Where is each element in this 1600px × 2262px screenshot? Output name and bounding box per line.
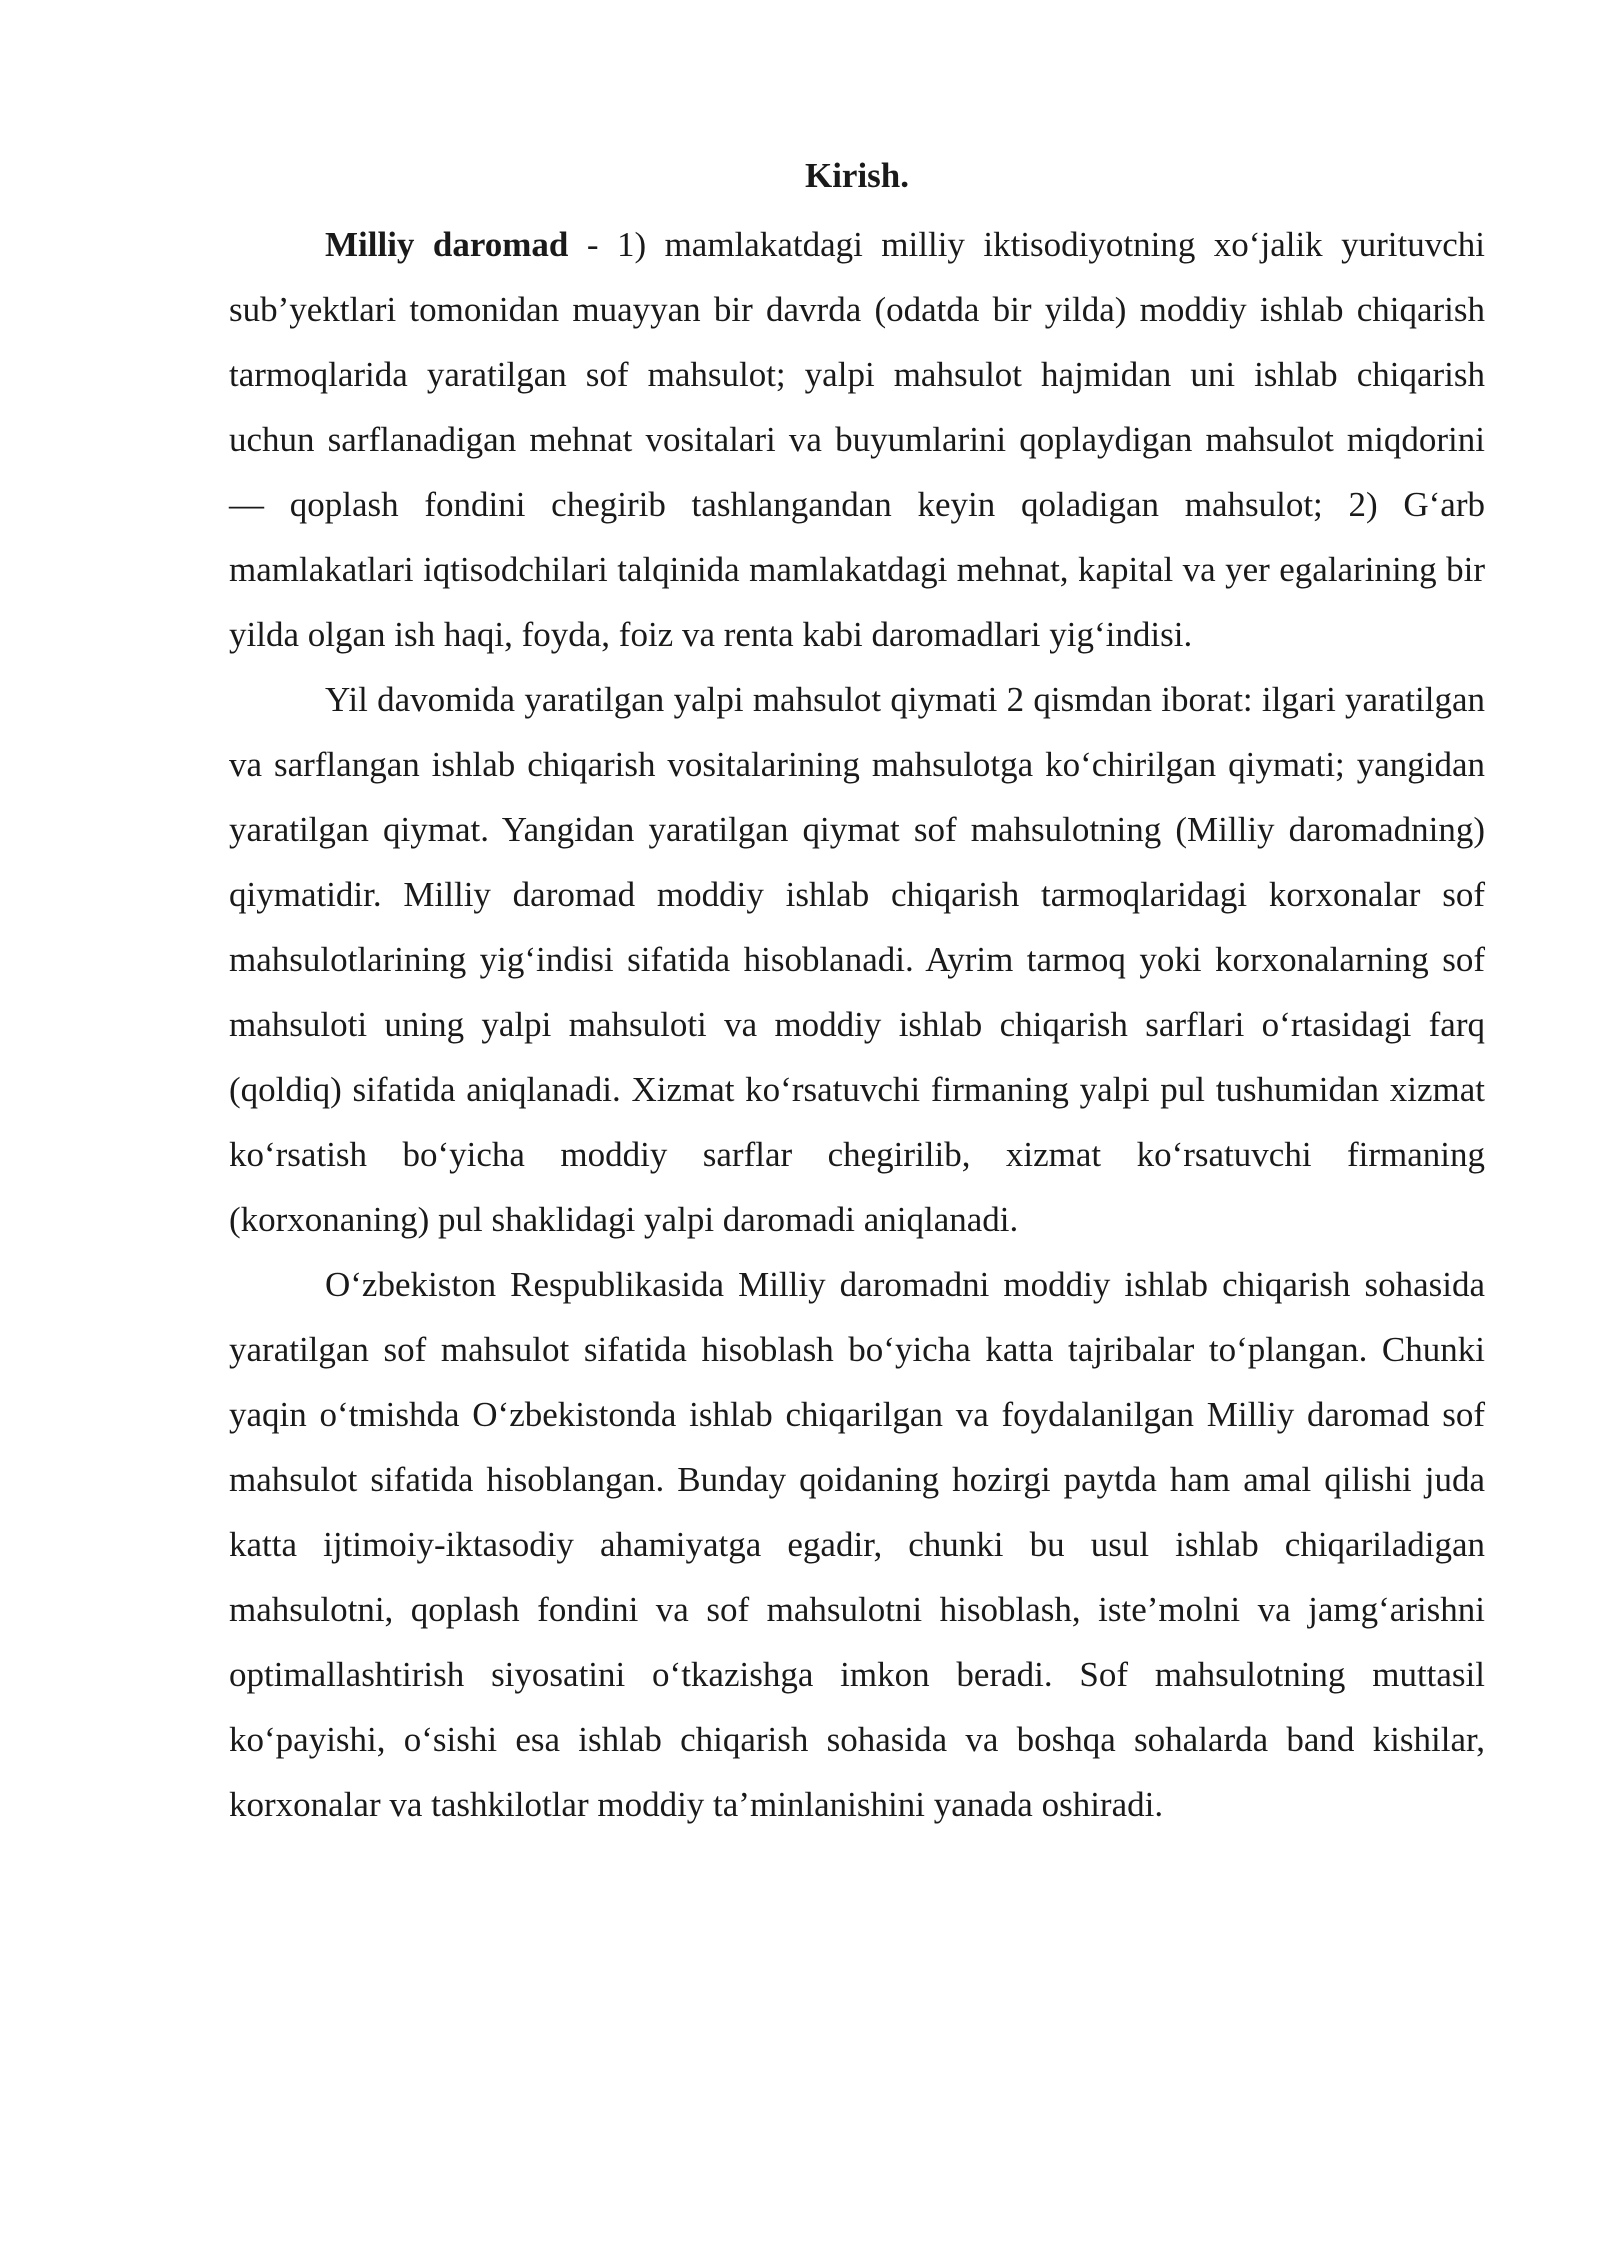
paragraph-text: - 1) mamlakatdagi milliy iktisodiyotning xo‘jalik yurituvchi sub’yektlari tomonidan muayyan bir davrda (odatda bir yilda) moddiy ishlab chiqarish tarmoqlarida yaratilgan sof mahsulot; yalpi mahsulot hajmidan uni ishlab chiqarish uchun sarflanadigan mehnat vositalari va buyumlarini qoplaydigan mahsulot miqdorini — qoplash fondini chegirib tashlangandan keyin qoladigan mahsulot; 2) G‘arb mamlakatlari iqtisodchilari talqinida mamlakatdagi mehnat, kapital va yer egalarining bir yilda olgan ish haqi, foyda, foiz va renta kabi daromadlari yig‘indisi. <box>229 225 1485 654</box>
paragraph-gross-product: Yil davomida yaratilgan yalpi mahsulot qiymati 2 qismdan iborat: ilgari yaratilgan va sarflangan ishlab chiqarish vositalarining mahsulotga ko‘chirilgan qiymati; yangidan yaratilgan qiymat. Yangidan yaratilgan qiymat sof mahsulotning (Milliy daromadning) qiymatidir. Milliy daromad moddiy ishlab chiqarish tarmoqlaridagi korxonalar sof mahsulotlarining yig‘indisi sifatida hisoblanadi. Ayrim tarmoq yoki korxonalarning sof mahsuloti uning yalpi mahsuloti va moddiy ishlab chiqarish sarflari o‘rtasidagi farq (qoldiq) sifatida aniqlanadi. Xizmat ko‘rsatuvchi firmaning yalpi pul tushumidan xizmat ko‘rsatish bo‘yicha moddiy sarflar chegirilib, xizmat ko‘rsatuvchi firmaning (korxonaning) pul shaklidagi yalpi daromadi aniqlanadi. <box>229 680 1485 1239</box>
paragraph-definition <box>229 212 1485 667</box>
document-title: Kirish. <box>804 156 910 195</box>
paragraph-uzbekistan: O‘zbekiston Respublikasida Milliy daromadni moddiy ishlab chiqarish sohasida yaratilgan sof mahsulot sifatida hisoblash bo‘yicha katta tajribalar to‘plangan. Chunki yaqin o‘tmishda O‘zbekistonda ishlab chiqarilgan va foydalanilgan Milliy daromad sof mahsulot sifatida hisoblangan. Bunday qoidaning hozirgi paytda ham amal qilishi juda katta ijtimoiy-iktasodiy ahamiyatga egadir, chunki bu usul ishlab chiqariladigan mahsulotni, qoplash fondini va sof mahsulotni hisoblash, iste’molni va jamg‘arishni optimallashtirish siyosatini o‘tkazishga imkon beradi. Sof mahsulotning muttasil ko‘payishi, o‘sishi esa ishlab chiqarish sohasida va boshqa sohalarda band kishilar, korxonalar va tashkilotlar moddiy ta’minlanishini yanada oshiradi. <box>229 1265 1485 1824</box>
document-page <box>229 140 1485 1837</box>
defined-term: Milliy daromad <box>325 225 569 264</box>
